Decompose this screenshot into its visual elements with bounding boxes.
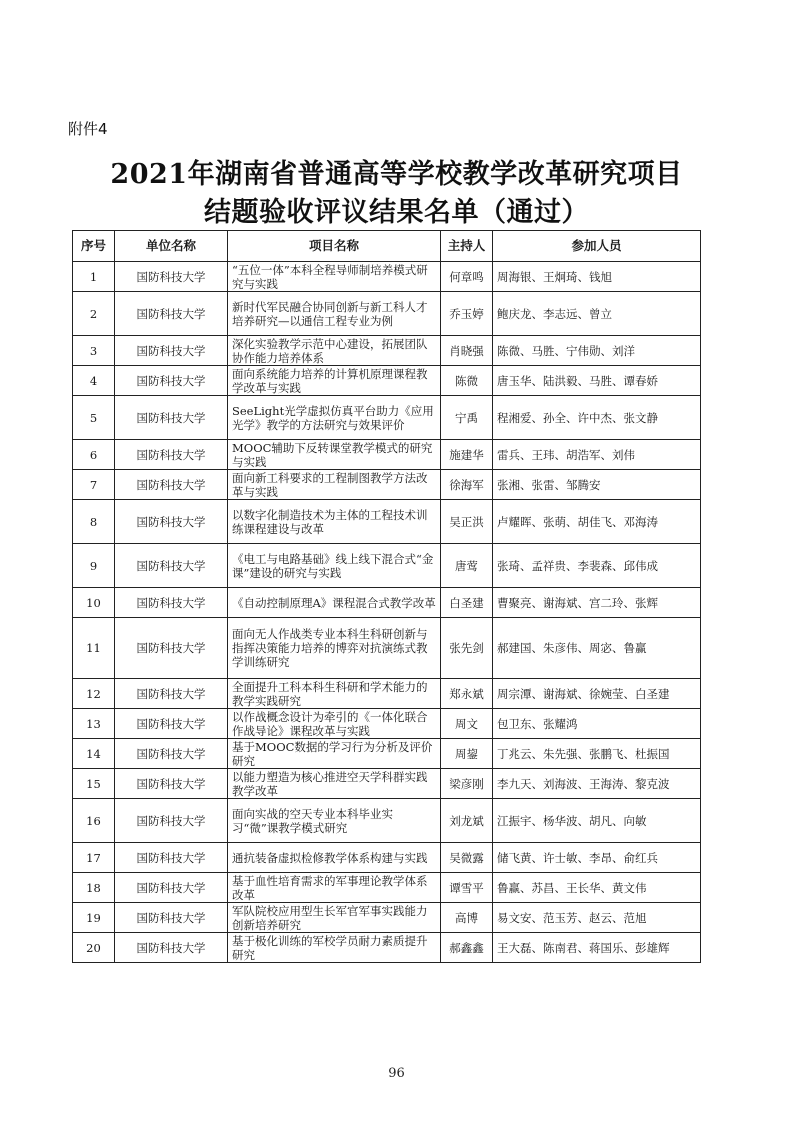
row-host: 唐莺: [441, 544, 493, 588]
row-project: 面向系统能力培养的计算机原理课程教学改革与实践: [228, 366, 441, 396]
row-unit: 国防科技大学: [115, 500, 228, 544]
table-row: [73, 544, 701, 588]
row-project: 新时代军民融合协同创新与新工科人才培养研究—以通信工程专业为例: [228, 292, 441, 336]
table-header-row: [73, 231, 701, 262]
row-host: 宁禹: [441, 396, 493, 440]
row-host: 吴微露: [441, 843, 493, 873]
table-row: [73, 933, 701, 963]
document-title-line2: 结题验收评议结果名单（通过）: [204, 197, 589, 228]
row-number: 19: [73, 903, 115, 933]
row-unit: 国防科技大学: [115, 933, 228, 963]
row-host: 乔玉婷: [441, 292, 493, 336]
row-unit: 国防科技大学: [115, 739, 228, 769]
table-row: [73, 679, 701, 709]
row-members: 易文安、范玉芳、赵云、范旭: [493, 903, 701, 933]
row-unit: 国防科技大学: [115, 544, 228, 588]
row-members: 丁兆云、朱先强、张鹏飞、杜振国: [493, 739, 701, 769]
table-row: [73, 500, 701, 544]
row-host: 刘龙斌: [441, 799, 493, 843]
row-project: “五位一体”本科全程导师制培养模式研究与实践: [228, 262, 441, 292]
row-project: 基于血性培育需求的军事理论教学体系改革: [228, 873, 441, 903]
table-row: [73, 396, 701, 440]
row-project: 军队院校应用型生长军官军事实践能力创新培养研究: [228, 903, 441, 933]
table-row: [73, 470, 701, 500]
row-unit: 国防科技大学: [115, 618, 228, 679]
row-host: 郑永斌: [441, 679, 493, 709]
table-row: [73, 440, 701, 470]
row-number: 14: [73, 739, 115, 769]
row-unit: 国防科技大学: [115, 903, 228, 933]
row-project: 深化实验教学示范中心建设，拓展团队协作能力培养体系: [228, 336, 441, 366]
row-number: 12: [73, 679, 115, 709]
row-unit: 国防科技大学: [115, 292, 228, 336]
row-members: 储飞黄、许士敏、李昂、俞红兵: [493, 843, 701, 873]
table-body: [73, 262, 701, 963]
row-number: 2: [73, 292, 115, 336]
table-row: [73, 292, 701, 336]
row-host: 周文: [441, 709, 493, 739]
row-project: MOOC辅助下反转课堂教学模式的研究与实践: [228, 440, 441, 470]
row-members: 陈微、马胜、宁伟勋、刘洋: [493, 336, 701, 366]
row-members: 王大磊、陈南君、蒋国乐、彭雄辉: [493, 933, 701, 963]
row-project: 以能力塑造为核心推进空天学科群实践教学改革: [228, 769, 441, 799]
row-project: SeeLight光学虚拟仿真平台助力《应用光学》教学的方法研究与效果评价: [228, 396, 441, 440]
row-members: 鲁赢、苏昌、王长华、黄文伟: [493, 873, 701, 903]
table-row: [73, 366, 701, 396]
row-unit: 国防科技大学: [115, 679, 228, 709]
row-number: 6: [73, 440, 115, 470]
row-host: 何章鸣: [441, 262, 493, 292]
header-members: 参加人员: [493, 231, 701, 262]
row-host: 肖晓强: [441, 336, 493, 366]
row-members: 周宗潭、谢海斌、徐婉莹、白圣建: [493, 679, 701, 709]
row-number: 5: [73, 396, 115, 440]
row-number: 7: [73, 470, 115, 500]
row-members: 鲍庆龙、李志远、曾立: [493, 292, 701, 336]
row-members: 程湘爱、孙全、许中杰、张文静: [493, 396, 701, 440]
table-row: [73, 739, 701, 769]
table-row: [73, 336, 701, 366]
row-host: 施建华: [441, 440, 493, 470]
row-project: 《自动控制原理A》课程混合式教学改革: [228, 588, 441, 618]
row-number: 4: [73, 366, 115, 396]
table-row: [73, 618, 701, 679]
row-host: 张先剑: [441, 618, 493, 679]
row-members: 唐玉华、陆洪毅、马胜、谭春娇: [493, 366, 701, 396]
row-project: 《电工与电路基础》线上线下混合式“金课”建设的研究与实践: [228, 544, 441, 588]
row-unit: 国防科技大学: [115, 588, 228, 618]
row-host: 吴正洪: [441, 500, 493, 544]
row-host: 徐海军: [441, 470, 493, 500]
table-row: [73, 588, 701, 618]
row-members: 包卫东、张耀鸿: [493, 709, 701, 739]
header-unit: 单位名称: [115, 231, 228, 262]
row-project: 面向实战的空天专业本科毕业实习“微”课教学模式研究: [228, 799, 441, 843]
row-unit: 国防科技大学: [115, 336, 228, 366]
row-number: 16: [73, 799, 115, 843]
row-project: 全面提升工科本科生科研和学术能力的教学实践研究: [228, 679, 441, 709]
attachment-label: 附件4: [68, 120, 108, 138]
table-row: [73, 873, 701, 903]
row-number: 18: [73, 873, 115, 903]
row-unit: 国防科技大学: [115, 470, 228, 500]
row-unit: 国防科技大学: [115, 366, 228, 396]
document-title-line1: 2021年湖南省普通高等学校教学改革研究项目: [110, 159, 683, 190]
row-number: 8: [73, 500, 115, 544]
row-members: 张湘、张雷、邹腾安: [493, 470, 701, 500]
row-project: 基于MOOC数据的学习行为分析及评价研究: [228, 739, 441, 769]
row-host: 谭雪平: [441, 873, 493, 903]
header-no: 序号: [73, 231, 115, 262]
table-row: [73, 709, 701, 739]
row-unit: 国防科技大学: [115, 769, 228, 799]
row-members: 雷兵、王玮、胡浩军、刘伟: [493, 440, 701, 470]
table-row: [73, 843, 701, 873]
results-table: [72, 230, 701, 963]
table-row: [73, 799, 701, 843]
row-members: 周海银、王炯琦、钱旭: [493, 262, 701, 292]
row-number: 17: [73, 843, 115, 873]
row-unit: 国防科技大学: [115, 799, 228, 843]
row-project: 面向无人作战类专业本科生科研创新与指挥决策能力培养的博弈对抗演练式教学训练研究: [228, 618, 441, 679]
row-host: 陈微: [441, 366, 493, 396]
row-unit: 国防科技大学: [115, 843, 228, 873]
row-host: 高博: [441, 903, 493, 933]
row-members: 郝建国、朱彦伟、周宓、鲁赢: [493, 618, 701, 679]
row-number: 3: [73, 336, 115, 366]
row-host: 白圣建: [441, 588, 493, 618]
row-project: 以作战概念设计为牵引的《一体化联合作战导论》课程改革与实践: [228, 709, 441, 739]
row-members: 李九天、刘海波、王海涛、黎克波: [493, 769, 701, 799]
row-number: 10: [73, 588, 115, 618]
table-row: [73, 903, 701, 933]
row-members: 曹聚亮、谢海斌、宫二玲、张辉: [493, 588, 701, 618]
row-project: 面向新工科要求的工程制图教学方法改革与实践: [228, 470, 441, 500]
row-unit: 国防科技大学: [115, 440, 228, 470]
row-number: 11: [73, 618, 115, 679]
table-row: [73, 262, 701, 292]
row-number: 15: [73, 769, 115, 799]
row-number: 13: [73, 709, 115, 739]
row-host: 梁彦刚: [441, 769, 493, 799]
row-number: 1: [73, 262, 115, 292]
row-unit: 国防科技大学: [115, 262, 228, 292]
row-project: 基于极化训练的军校学员耐力素质提升研究: [228, 933, 441, 963]
row-members: 张琦、孟祥贵、李裴森、邱伟成: [493, 544, 701, 588]
row-number: 9: [73, 544, 115, 588]
row-number: 20: [73, 933, 115, 963]
row-host: 周鋆: [441, 739, 493, 769]
table-row: [73, 769, 701, 799]
header-project: 项目名称: [228, 231, 441, 262]
row-unit: 国防科技大学: [115, 709, 228, 739]
row-members: 卢耀晖、张萌、胡佳飞、邓海涛: [493, 500, 701, 544]
row-unit: 国防科技大学: [115, 873, 228, 903]
page-number: 96: [388, 1066, 405, 1081]
row-members: 江振宇、杨华波、胡凡、向敏: [493, 799, 701, 843]
row-host: 郝鑫鑫: [441, 933, 493, 963]
header-host: 主持人: [441, 231, 493, 262]
row-project: 以数字化制造技术为主体的工程技术训练课程建设与改革: [228, 500, 441, 544]
row-unit: 国防科技大学: [115, 396, 228, 440]
row-project: 通抗装备虚拟检修教学体系构建与实践: [228, 843, 441, 873]
